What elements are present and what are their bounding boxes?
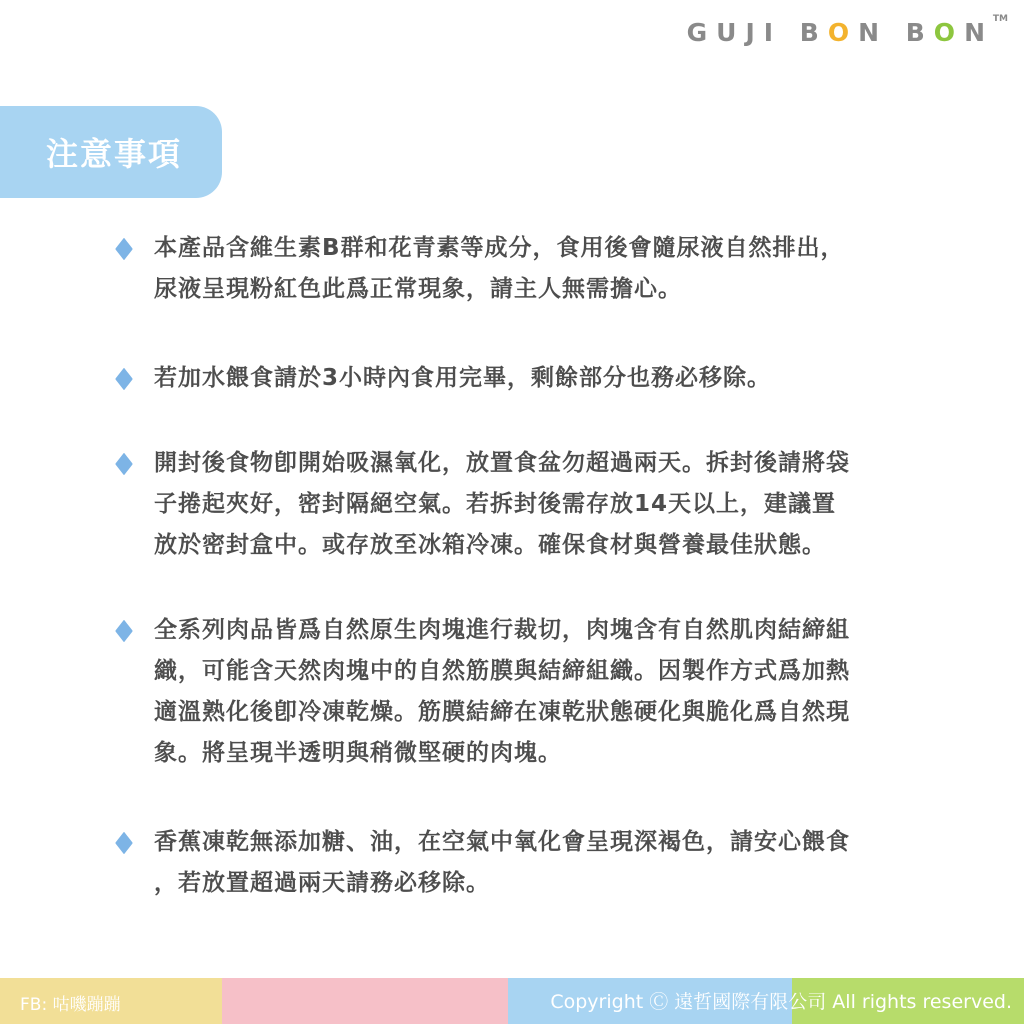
note-line: 香蕉凍乾無添加糖、油，在空氣中氧化會呈現深褐色，請安心餵食 (154, 829, 850, 855)
note-line: 全系列肉品皆爲自然原生肉塊進行裁切，肉塊含有自然肌肉結締組 (154, 617, 850, 643)
note-item (114, 443, 934, 566)
note-line: 織，可能含天然肉塊中的自然筋膜與結締組織。因製作方式爲加熱 (154, 658, 850, 684)
note-item (114, 358, 934, 399)
note-line: 象。將呈現半透明與稍微堅硬的肉塊。 (154, 740, 562, 766)
note-line: 若加水餵食請於3小時內食用完畢，剩餘部分也務必移除。 (154, 365, 772, 391)
diamond-bullet-icon (115, 832, 133, 855)
note-line: ，若放置超過兩天請務必移除。 (154, 870, 490, 896)
note-line: 尿液呈現粉紅色此爲正常現象，請主人無需擔心。 (154, 276, 682, 302)
facebook-label: FB: 咕嘰蹦蹦 (20, 995, 121, 1015)
copyright-text: Copyright Ⓒ 遠哲國際有限公司 All rights reserved. (550, 991, 1012, 1013)
heading-tab (0, 106, 222, 198)
trademark-mark: TM (992, 14, 1008, 24)
diamond-bullet-icon (115, 368, 133, 391)
note-item (114, 610, 934, 774)
diamond-bullet-icon (115, 453, 133, 476)
note-line: 本產品含維生素B群和花青素等成分，食用後會隨尿液自然排出， (154, 235, 845, 261)
footer-segment-pink (222, 978, 508, 1024)
diamond-bullet-icon (115, 620, 133, 643)
note-item (114, 228, 934, 310)
diamond-bullet-icon (115, 238, 133, 261)
note-item (114, 822, 934, 904)
page-title: 注意事項 (46, 135, 183, 173)
notes-list (114, 228, 934, 904)
note-line: 放於密封盒中。或存放至冰箱冷凍。確保食材與營養最佳狀態。 (154, 532, 826, 558)
note-line: 開封後食物卽開始吸濕氧化，放置食盆勿超過兩天。拆封後請將袋 (154, 450, 850, 476)
note-line: 子捲起夾好，密封隔絕空氣。若拆封後需存放14天以上，建議置 (154, 491, 837, 517)
footer-segment-yellow (0, 978, 222, 1024)
brand-logo: GUJI BON BON TM (686, 14, 1008, 47)
note-line: 適溫熟化後卽冷凍乾燥。筋膜結締在凍乾狀態硬化與脆化爲自然現 (154, 699, 850, 725)
